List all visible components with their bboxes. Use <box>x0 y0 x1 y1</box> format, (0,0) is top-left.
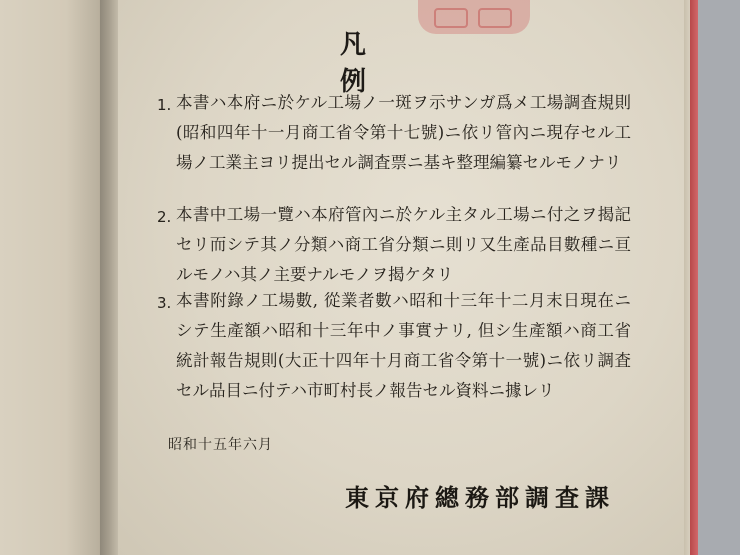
book-cover-edge <box>690 0 698 555</box>
list-item-text: 本書ハ本府ニ於ケル工場ノ一斑ヲ示サンガ爲メ工場調査規則(昭和四年十一月商工省令第十七號)ニ依リ管內ニ現存セル工場ノ工業主ヨリ提出セル調査票ニ基キ整理編纂セルモノナリ <box>176 93 631 172</box>
list-item-number: 2. <box>157 208 172 226</box>
publication-date: 昭和十五年六月 <box>168 437 273 453</box>
list-item-text: 本書附錄ノ工場數, 從業者數ハ昭和十三年十二月末日現在ニシテ生產額ハ昭和十三年中ノ事實ナリ, 但シ生產額ハ商工省統計報告規則(大正十四年十月商工省令第十一號)ニ依リ調査セル品目ニ付テハ市町村長ノ報告セル資料ニ據レリ <box>176 291 631 400</box>
list-item-number: 1. <box>157 96 172 114</box>
list-item-number: 3. <box>157 294 172 312</box>
page-title: 凡 例 <box>340 30 453 97</box>
previous-page <box>0 0 110 555</box>
publisher-name: 東京府總務部調査課 <box>345 483 615 512</box>
list-item-text: 本書中工場一覽ハ本府管內ニ於ケル主タル工場ニ付之ヲ揭記セリ而シテ其ノ分類ハ商工省分類ニ則リ又生產品目數種ニ亘ルモノハ其ノ主要ナルモノヲ揭ケタリ <box>176 205 631 284</box>
background <box>698 0 740 555</box>
